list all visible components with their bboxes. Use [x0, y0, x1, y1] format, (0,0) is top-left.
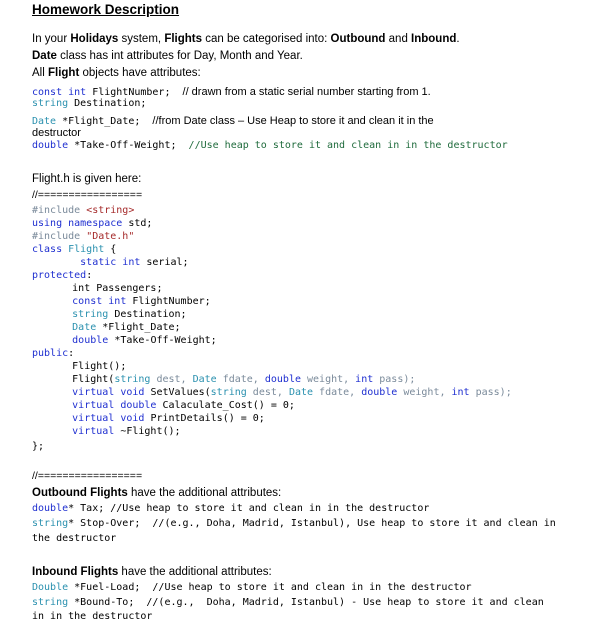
- outbound-heading: Outbound Flights have the additional attributes:: [32, 487, 282, 499]
- code-line-7: int Passengers;: [24, 283, 163, 294]
- outbound-attr-tax: double* Tax; //Use heap to store it and clean in in the destructor: [32, 503, 430, 514]
- code-line-11: double *Take-Off-Weight;: [24, 335, 217, 346]
- code-line-1: #include <string>: [32, 205, 135, 216]
- code-line-16: virtual double Calaculate_Cost() = 0;: [24, 400, 295, 411]
- code-line-3: #include "Date.h": [32, 231, 135, 242]
- code-line-10: Date *Flight_Date;: [24, 322, 181, 333]
- inbound-attr-bound-to: string *Bound-To; //(e.g., Doha, Madrid, Istanbul) - Use heap to store it and clean: [32, 597, 544, 608]
- code-line-9: string Destination;: [24, 309, 187, 320]
- attr-flightnumber: const int FlightNumber; // drawn from a static serial number starting from 1.: [32, 86, 431, 98]
- outbound-attr-stopover: string* Stop-Over; //(e.g., Doha, Madrid, Istanbul), Use heap to store it and clean in: [32, 518, 556, 529]
- code-line-12: public:: [32, 348, 75, 359]
- code-line-17: virtual void PrintDetails() = 0;: [24, 413, 265, 424]
- separator-2: //=================: [32, 470, 143, 482]
- code-line-6: protected:: [32, 270, 93, 281]
- attr-flight-date-cont: destructor: [32, 127, 81, 139]
- code-line-4: class Flight {: [32, 244, 117, 255]
- code-line-8: const int FlightNumber;: [24, 296, 211, 307]
- code-line-18: virtual ~Flight();: [24, 426, 181, 437]
- code-line-15: virtual void SetValues(string dest, Date fdate, double weight, int pass);: [24, 387, 512, 398]
- outbound-attr-stopover-cont: the destructor: [32, 533, 117, 544]
- code-line-5: static int serial;: [32, 257, 189, 268]
- code-line-2: using namespace std;: [32, 218, 153, 229]
- inbound-heading: Inbound Flights have the additional attributes:: [32, 566, 272, 578]
- separator-1: //=================: [32, 189, 143, 201]
- code-line-19: };: [32, 441, 45, 452]
- page-title: Homework Description: [32, 2, 180, 17]
- attr-takeoff-weight: double *Take-Off-Weight; //Use heap to store it and clean in in the destructor: [32, 140, 508, 151]
- intro-line-3: All Flight objects have attributes:: [32, 67, 201, 79]
- intro-line-2: Date class has int attributes for Day, Month and Year.: [32, 50, 303, 62]
- inbound-attr-fuel-load: Double *Fuel-Load; //Use heap to store it and clean in in the destructor: [32, 582, 472, 593]
- attr-flight-date: Date *Flight_Date; //from Date class – Use Heap to store it and clean it in the: [32, 115, 434, 127]
- attr-destination: string Destination;: [32, 98, 147, 109]
- code-line-14: Flight(string dest, Date fdate, double weight, int pass);: [24, 374, 416, 385]
- flight-h-caption: Flight.h is given here:: [32, 173, 142, 185]
- intro-line-1: In your Holidays system, Flights can be categorised into: Outbound and Inbound.: [32, 33, 460, 45]
- code-line-13: Flight();: [24, 361, 127, 372]
- inbound-attr-bound-to-cont: in in the destructor: [32, 611, 153, 622]
